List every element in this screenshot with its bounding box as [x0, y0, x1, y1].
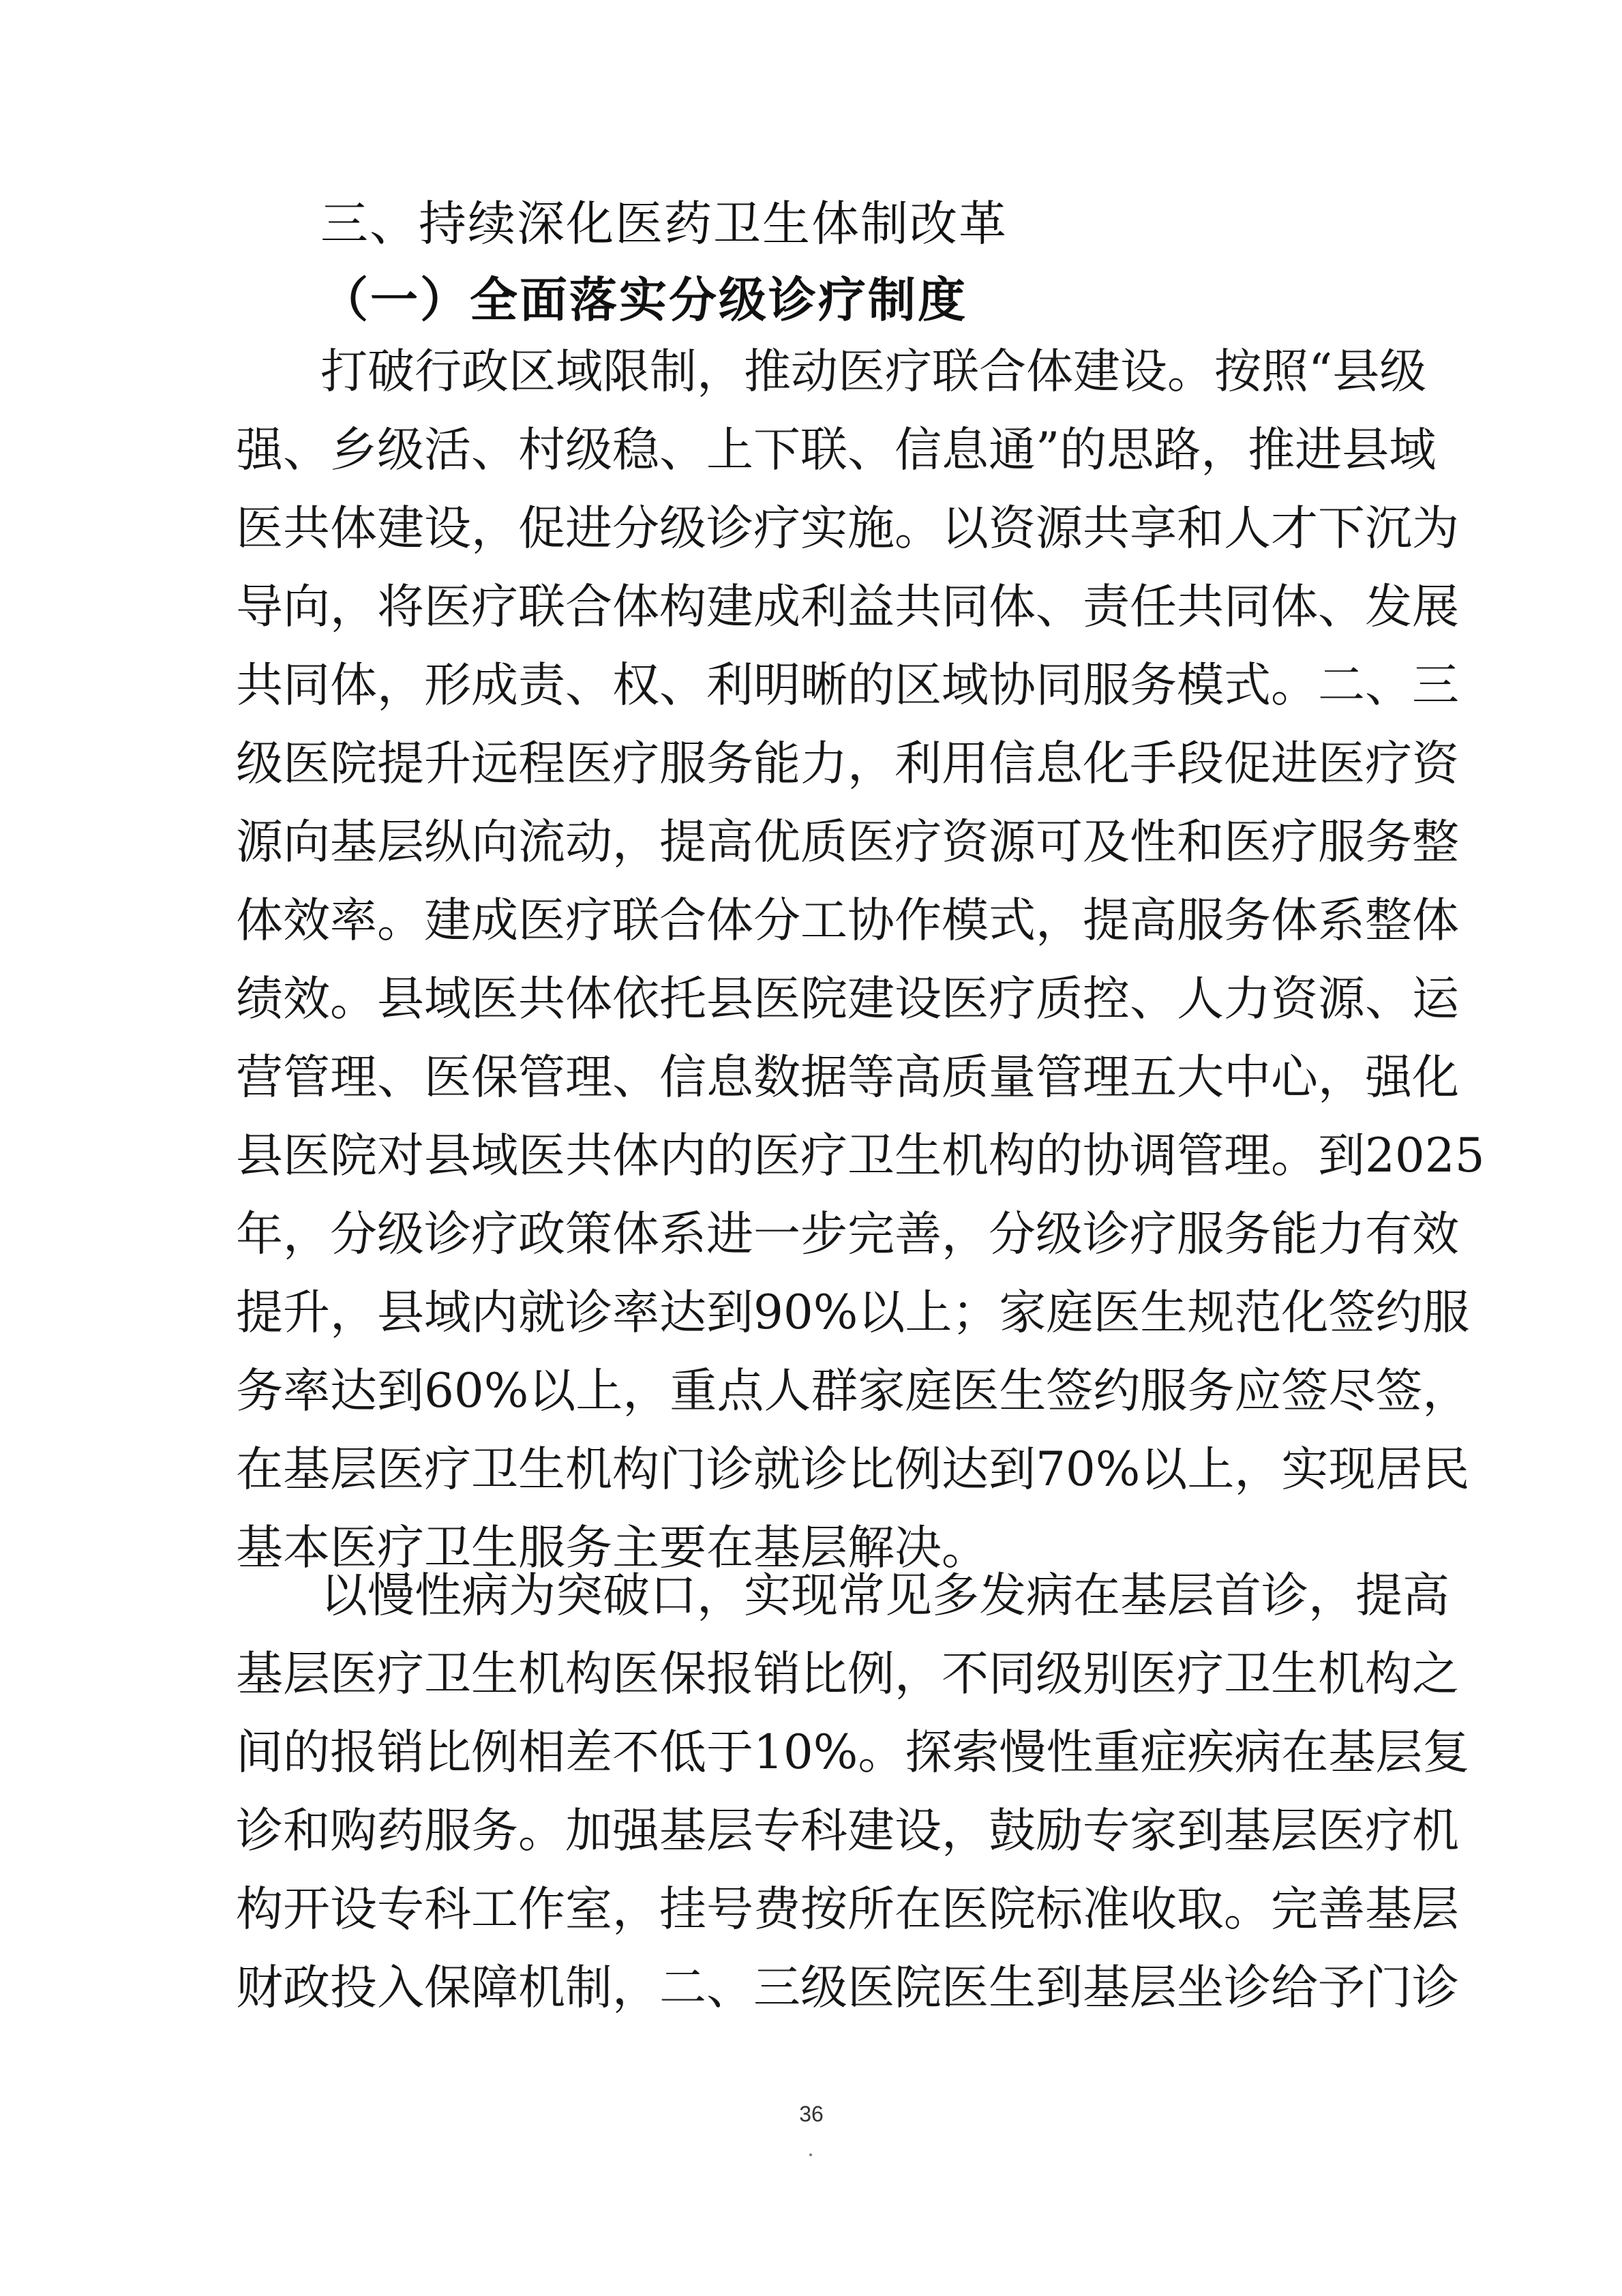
paragraph-line: 以慢性病为突破口，实现常见多发病在基层首诊，提高 — [320, 1568, 1450, 1623]
paragraph-line: 在基层医疗卫生机构门诊就诊比例达到70%以上，实现居民 — [236, 1442, 1470, 1497]
paragraph-line: 年，分级诊疗政策体系进一步完善，分级诊疗服务能力有效 — [236, 1207, 1459, 1262]
paragraph-line: 诊和购药服务。加强基层专科建设，鼓励专家到基层医疗机 — [236, 1804, 1459, 1858]
paragraph-line: 共同体，形成责、权、利明晰的区域协同服务模式。二、三 — [236, 658, 1459, 713]
paragraph-line: 务率达到60%以上，重点人群家庭医生签约服务应签尽签， — [236, 1364, 1470, 1418]
body-paragraph-1 — [236, 333, 1485, 1587]
paragraph-line: 源向基层纵向流动，提高优质医疗资源可及性和医疗服务整 — [236, 815, 1459, 869]
paragraph-line: 财政投入保障机制，二、三级医院医生到基层坐诊给予门诊 — [236, 1960, 1459, 2015]
paragraph-line: 基本医疗卫生服务主要在基层解决。 — [236, 1521, 989, 1575]
paragraph-line: 体效率。建成医疗联合体分工协作模式，提高服务体系整体 — [236, 893, 1459, 948]
body-paragraph-2 — [236, 1557, 1470, 2027]
paragraph-line: 打破行政区域限制，推动医疗联合体建设。按照“县级 — [320, 344, 1427, 399]
paragraph-line: 医共体建设，促进分级诊疗实施。以资源共享和人才下沉为 — [236, 501, 1459, 556]
scan-speck — [809, 2153, 812, 2156]
subsection-heading: （一）全面落实分级诊疗制度 — [320, 272, 967, 328]
paragraph-line: 县医院对县域医共体内的医疗卫生机构的协调管理。到2025 — [236, 1129, 1485, 1183]
paragraph-line: 基层医疗卫生机构医保报销比例，不同级别医疗卫生机构之 — [236, 1647, 1459, 1701]
section-heading: 三、持续深化医药卫生体制改革 — [320, 196, 1008, 252]
paragraph-line: 导向，将医疗联合体构建成利益共同体、责任共同体、发展 — [236, 580, 1459, 634]
paragraph-line: 构开设专科工作室，挂号费按所在医院标准收取。完善基层 — [236, 1882, 1459, 1937]
paragraph-line: 级医院提升远程医疗服务能力，利用信息化手段促进医疗资 — [236, 736, 1459, 791]
paragraph-line: 营管理、医保管理、信息数据等高质量管理五大中心，强化 — [236, 1050, 1459, 1105]
paragraph-line: 提升，县域内就诊率达到90%以上；家庭医生规范化签约服 — [236, 1285, 1470, 1340]
paragraph-line: 间的报销比例相差不低于10%。探索慢性重症疾病在基层复 — [236, 1725, 1470, 1780]
paragraph-line: 绩效。县域医共体依托县医院建设医疗质控、人力资源、运 — [236, 972, 1459, 1026]
page-number: 36 — [799, 2102, 824, 2126]
paragraph-line: 强、乡级活、村级稳、上下联、信息通”的思路，推进县域 — [236, 423, 1437, 477]
